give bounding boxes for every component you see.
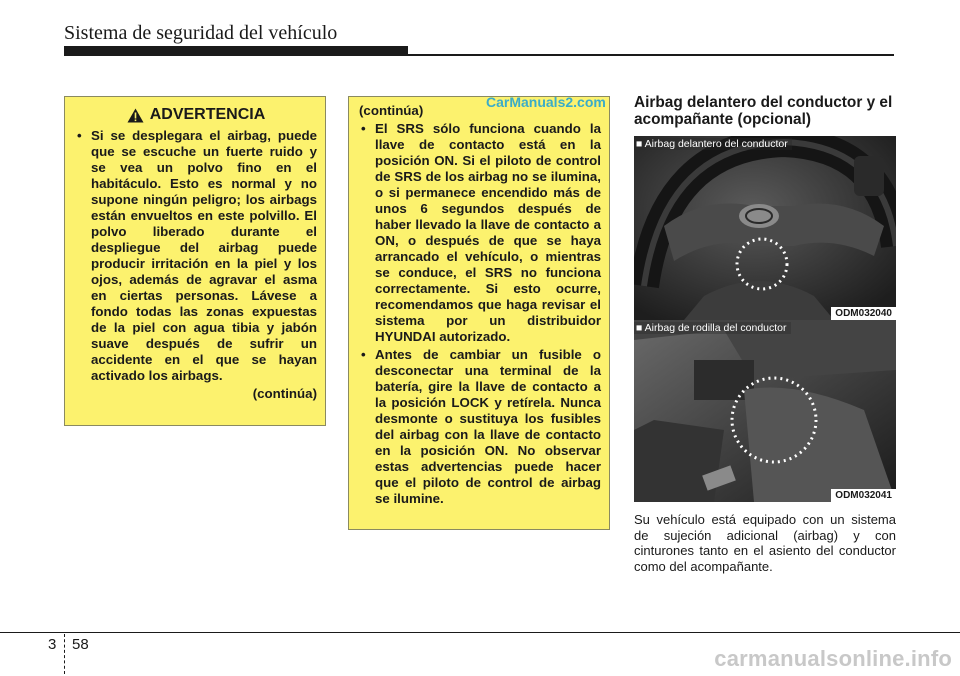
photo-caption: ■ Airbag de rodilla del conductor bbox=[634, 322, 791, 334]
photo-knee-airbag bbox=[634, 320, 896, 502]
warning-box-1 bbox=[64, 96, 326, 426]
section-title: Airbag delantero del conductor y el acompañante (opcional) bbox=[634, 94, 893, 128]
continues-label: (continúa) bbox=[252, 386, 317, 401]
footer-separator bbox=[64, 634, 65, 674]
warning-heading bbox=[75, 107, 317, 123]
footer-page-number: 58 bbox=[72, 636, 89, 653]
header-rule bbox=[64, 46, 894, 56]
knee-airbag-illustration bbox=[634, 320, 896, 502]
photo-code: ODM032040 bbox=[831, 307, 896, 320]
warning-bullet: • Si se desplegara el airbag, puede que se escuche un fuerte ruido y se vea un polvo fino en el habitáculo. Esto es normal y no supone ningún peligro; los airbags están envueltos en este polvillo. El polvo liberado durante el despliegue del airbag puede producir irritación en la piel y los ojos, además de agravar el asma en ciertas personas. Lávese a fondo todas las zonas expuestas de la piel con agua tibia y jabón suave después de sufrir un accidente en el que se hayan activado los airbags. bbox=[75, 128, 317, 384]
steering-wheel-illustration bbox=[634, 136, 896, 320]
page-header-title: Sistema de seguridad del vehículo bbox=[64, 22, 338, 44]
warning-heading-text: ADVERTENCIA bbox=[149, 106, 266, 123]
photo-steering-airbag bbox=[634, 136, 896, 320]
footer-rule bbox=[0, 632, 960, 633]
watermark-top: CarManuals2.com bbox=[486, 94, 606, 110]
photo-caption: ■ Airbag delantero del conductor bbox=[634, 138, 792, 150]
body-paragraph: Su vehículo está equipado con un sistema de sujeción adicional (airbag) y con cinturones tanto en el asiento del conductor como del acompañante. bbox=[634, 512, 896, 574]
watermark-bottom: carmanualsonline.info bbox=[714, 646, 952, 671]
footer-chapter: 3 bbox=[48, 636, 57, 653]
warning-box-2 bbox=[348, 96, 610, 530]
warning-triangle-icon bbox=[127, 108, 144, 123]
warning-bullet: • Antes de cambiar un fusible o desconectar una terminal de la batería, gire la llave de contacto a la posición LOCK y retírela. Nunca desmonte o sustituya los fusibles del airbag con la llave de contacto en la posición ON. No observar estas advertencias puede hacer que el piloto de control de airbag se ilumine. bbox=[359, 347, 601, 507]
continued-label: (continúa) bbox=[359, 103, 424, 118]
warning-bullet: • El SRS sólo funciona cuando la llave de contacto está en la posición ON. Si el piloto de control de SRS de los airbag no se ilumina, o si permanece encendido más de unos 6 segundos después de haber llevado la llave de contacto a ON, o después de que se haya arrancado el vehículo, o mientras se conduce, el SRS no funciona correctamente. Si esto ocurre, recomendamos que haga revisar el sistema por un distribuidor HYUNDAI autorizado. bbox=[359, 121, 601, 345]
photo-code: ODM032041 bbox=[831, 489, 896, 502]
